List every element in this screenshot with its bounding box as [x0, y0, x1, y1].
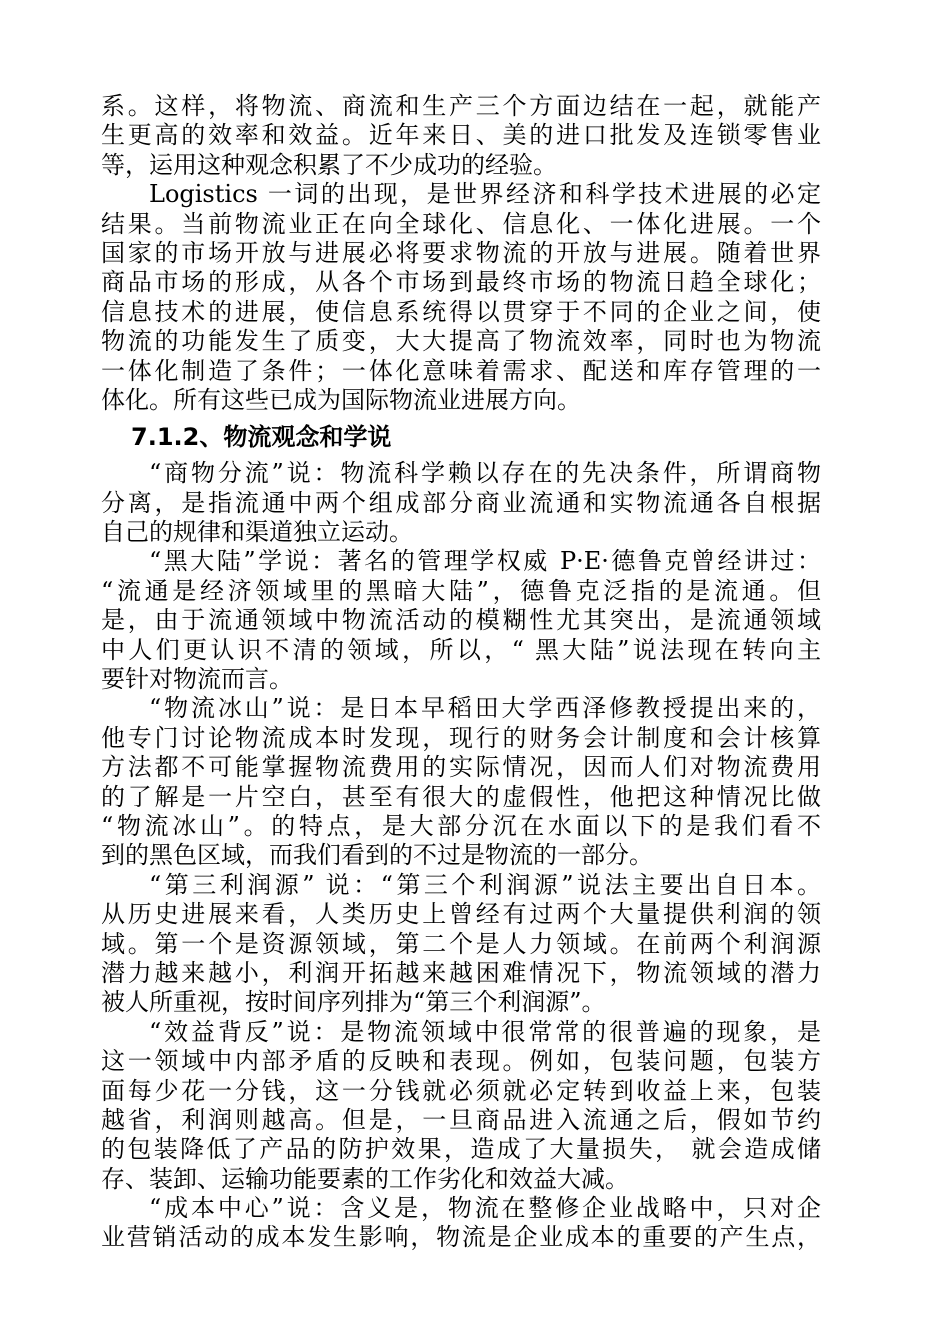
text-line: 一体化制造了条件；一体化意味着需求、配送和库存管理的一: [101, 356, 821, 385]
text-line: 生更高的效率和效益。近年来日、美的进口批发及连锁零售业: [101, 121, 821, 150]
text-line: 等，运用这种观念积累了不少成功的经验。: [101, 150, 557, 179]
text-line: “商物分流”说：物流科学赖以存在的先决条件，所谓商物: [149, 459, 821, 488]
text-line: “物流冰山”。的特点，是大部分沉在水面以下的是我们看不: [101, 811, 821, 840]
text-line: “效益背反”说：是物流领域中很常常的很普遍的现象，是: [149, 1017, 821, 1046]
text-line: 中人们更认识不清的领域，所以，“ 黑大陆”说法现在转向主: [101, 635, 821, 664]
text-line: 是，由于流通领域中物流活动的模糊性尤其突出，是流通领域: [101, 606, 821, 635]
text-line: 分离，是指流通中两个组成部分商业流通和实物流通各自根据: [101, 488, 821, 517]
paragraph-third-profit-source: [101, 871, 821, 1018]
text-line: “物流冰山”说：是日本早稻田大学西泽修教授提出来的，: [149, 694, 821, 723]
text-line: 系。这样，将物流、商流和生产三个方面边结在一起，就能产: [101, 92, 821, 120]
text-line: 信息技术的进展，使信息系统得以贯穿于不同的企业之间，使: [101, 297, 821, 326]
text-line: 的包装降低了产品的防护效果，造成了大量损失， 就会造成储: [101, 1135, 821, 1164]
text-line: “流通是经济领域里的黑暗大陆”，德鲁克泛指的是流通。但: [101, 576, 821, 605]
text-line: 物流的功能发生了质变，大大提高了物流效率，同时也为物流: [101, 327, 821, 356]
text-line: 的了解是一片空白，甚至有很大的虚假性，他把这种情况比做: [101, 782, 821, 811]
text-line: 潜力越来越小，利润开拓越来越困难情况下，物流领域的潜力: [101, 958, 821, 987]
paragraph-commerce-logistics-separation: [101, 459, 821, 547]
paragraph-dark-continent: [101, 547, 821, 694]
text-line: 要针对物流而言。: [101, 665, 293, 694]
paragraph-cost-center: [101, 1194, 821, 1253]
text-line: “成本中心”说：含义是，物流在整修企业战略中，只对企: [149, 1194, 821, 1223]
text-line: “黑大陆”学说：著名的管理学权威 P·E·德鲁克曾经讲过：: [149, 547, 821, 576]
paragraph-logistics-iceberg: [101, 694, 821, 870]
text-line: 到的黑色区域，而我们看到的不过是物流的一部分。: [101, 841, 653, 870]
text-line: 域。第一个是资源领域，第二个是人力领域。在前两个利润源: [101, 929, 821, 958]
text-line: 从历史进展来看，人类历史上曾经有过两个大量提供利润的领: [101, 900, 821, 929]
text-line: 他专门讨论物流成本时发现，现行的财务会计制度和会计核算: [101, 723, 821, 752]
text-line: 这一领域中内部矛盾的反映和表现。例如，包装问题，包装方: [101, 1047, 821, 1076]
text-line: 越省，利润则越高。但是，一旦商品进入流通之后，假如节约: [101, 1105, 821, 1134]
text-line: 自己的规律和渠道独立运动。: [101, 518, 413, 547]
text-line: 方法都不可能掌握物流费用的实际情况，因而人们对物流费用: [101, 753, 821, 782]
paragraph-trade-logistics-integration: [101, 92, 821, 180]
text-line: 被人所重视，按时间序列排为“第三个利润源”。: [101, 988, 606, 1017]
text-line: 面每少花一分钱，这一分钱就必须就必定转到收益上来，包装: [101, 1076, 821, 1105]
text-line: 体化。所有这些已成为国际物流业进展方向。: [101, 385, 581, 414]
text-line: 存、装卸、运输功能要素的工作劣化和效益大减。: [101, 1164, 629, 1193]
text-line: 结果。当前物流业正在向全球化、信息化、一体化进展。一个: [101, 209, 821, 238]
text-line: 商品市场的形成，从各个市场到最终市场的物流日趋全球化；: [101, 268, 821, 297]
paragraph-trade-off: [101, 1018, 821, 1194]
section-heading: 7.1.2、物流观念和学说: [131, 423, 392, 452]
document-body: [101, 92, 821, 1253]
text-line: 国家的市场开放与进展必将要求物流的开放与进展。随着世界: [101, 238, 821, 267]
text-line: 业营销活动的成本发生影响，物流是企业成本的重要的产生点，: [101, 1223, 821, 1252]
text-line: Logistics 一词的出现，是世界经济和科学技术进展的必定: [149, 180, 821, 209]
paragraph-logistics-term: [101, 180, 821, 415]
text-line: “第三利润源” 说：“第三个利润源”说法主要出自日本。: [149, 870, 821, 899]
